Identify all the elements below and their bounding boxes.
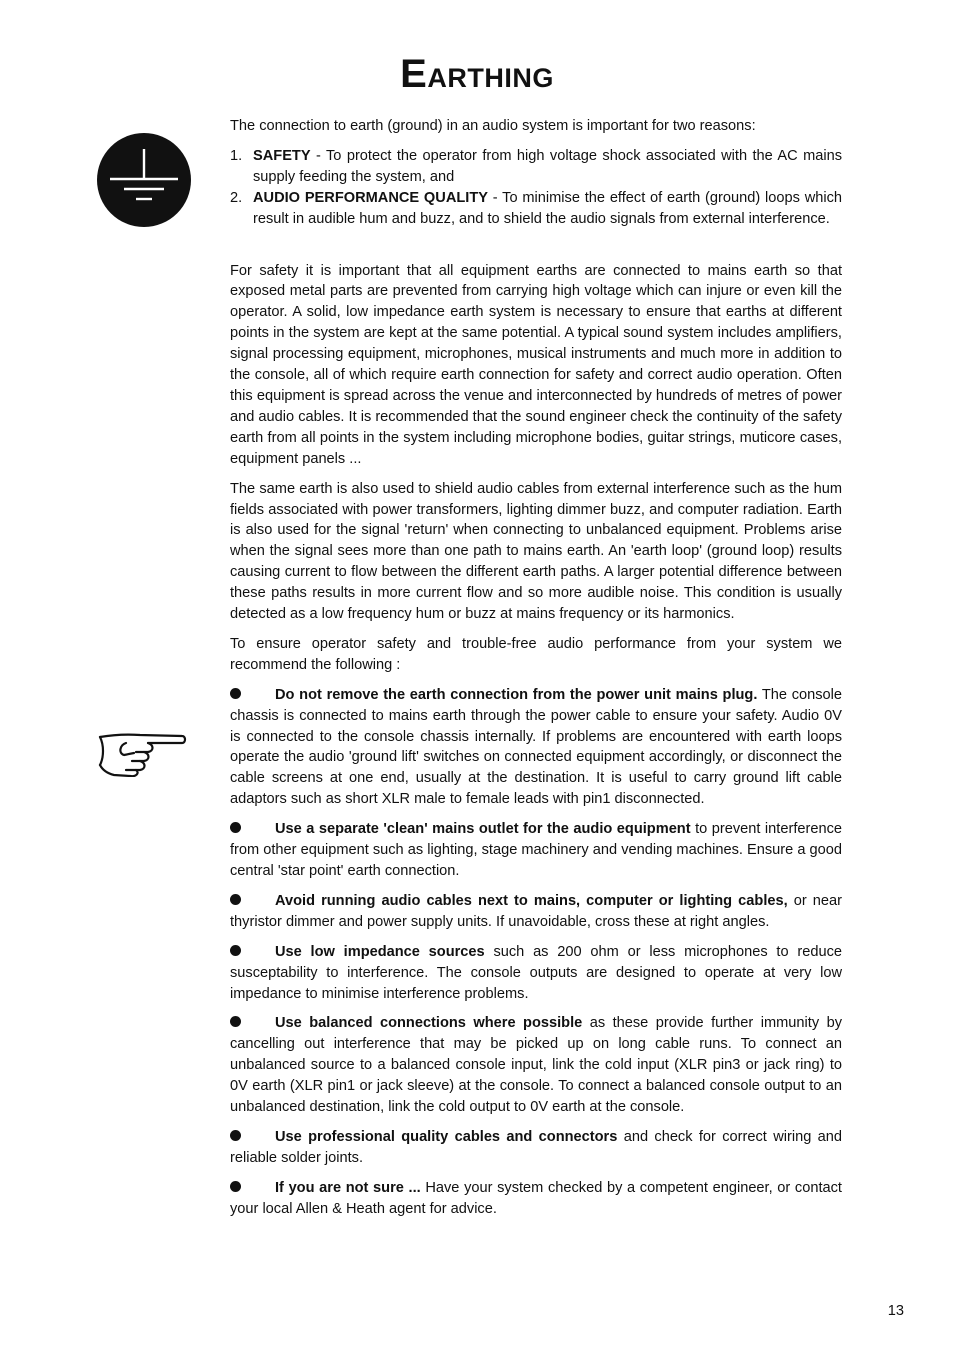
bullet-icon <box>230 822 241 833</box>
reason-number: 2. <box>230 189 243 206</box>
title-initial: E <box>400 52 428 96</box>
paragraph-shielding: The same earth is also used to shield audio cables from external interference such as the hum fields associated with power transformers, lighting dimmer buzz, and computer radiation. Earth is also used for the signal 'return' when connecting to unbalanced equipment. Problems arise when the signal sees more than one path to mains earth. An 'earth loop' (ground loop) results causing current to flow between the different earth paths. A larger potential difference between these paths results in more current flow and so more audible noise. This condition is usually detected as a low frequency hum or buzz at mains frequency or its harmonics. <box>230 480 842 623</box>
title-rest: ARTHING <box>427 63 554 93</box>
main-content <box>230 116 842 1229</box>
intro-text: The connection to earth (ground) in an audio system is important for two reasons: <box>230 118 756 134</box>
recommendation-heading: Use low impedance sources <box>275 943 485 960</box>
recommendation-text: The console chassis is connected to mains earth through the power cable to ensure your safety. Audio 0V is connected to the console chassis internally. If problems are encountered with earth loops operate the audio 'ground lift' switches on connected equipment accordingly, or disconnect the cable screens at one end, usually at the destination. It is useful to carry ground lift cable adaptors such as short XLR male to female leads with pin1 disconnected. <box>230 686 842 808</box>
reason-text: - To minimise the effect of earth (ground) loops which result in audible hum and buzz, and to shield the audio signals from external interference. <box>253 189 843 227</box>
pointing-hand-icon <box>96 731 188 777</box>
recommendation-heading: Use professional quality cables and connectors <box>275 1128 618 1145</box>
bullet-icon <box>230 1130 241 1141</box>
recommendation-text: to prevent interference from other equipment such as lighting, stage machinery and vending machines. Ensure a good central 'star point' earth connection. <box>230 821 842 879</box>
recommendation-item <box>230 942 842 1005</box>
bullet-icon <box>230 1016 241 1027</box>
reason-text: - To protect the operator from high voltage shock associated with the AC mains supply feeding the system, and <box>253 147 842 185</box>
recommendation-text: or near thyristor dimmer and power supply units. If unavoidable, cross these at right angles. <box>230 892 843 930</box>
reason-item <box>230 146 842 188</box>
reason-label: AUDIO PERFORMANCE QUALITY <box>253 189 488 206</box>
recommendation-item <box>230 1013 842 1118</box>
recommendation-heading: Use a separate 'clean' mains outlet for the audio equipment <box>275 821 691 838</box>
reason-item <box>230 188 842 230</box>
recommendation-item <box>230 891 842 933</box>
paragraph-safety: For safety it is important that all equipment earths are connected to mains earth so that exposed metal parts are prevented from carrying high voltage which can injure or even kill the operator. A solid, low impedance earth system is necessary to ensure that earths at different points in the system are kept at the same potential. A typical sound system includes amplifiers, signal processing equipment, microphones, musical instruments and much more in addition to the console, all of which require earth connection for safety and correct audio operation. Often this equipment is spread across the venue and interconnected by hundreds of metres of power and audio cables. It is recommended that the sound engineer check the continuity of the safety earth from all points in the system including microphone bodies, guitar strings, muticore cases, equipment panels ... <box>230 262 842 467</box>
bullet-icon <box>230 1181 241 1192</box>
page-number: 13 <box>887 1303 904 1319</box>
recommendation-heading: Do not remove the earth connection from the power unit mains plug. <box>275 686 758 703</box>
recommendation-item <box>230 1178 842 1220</box>
recommendation-heading: Use balanced connections where possible <box>275 1015 583 1032</box>
reason-label: SAFETY <box>253 147 311 164</box>
recommendation-heading: Avoid running audio cables next to mains, computer or lighting cables, <box>275 892 788 909</box>
recommendation-heading: If you are not sure ... <box>275 1179 421 1196</box>
recommendation-item <box>230 685 842 810</box>
bullet-icon <box>230 894 241 905</box>
page-title <box>0 52 954 97</box>
reason-number: 1. <box>230 147 243 164</box>
bullet-icon <box>230 945 241 956</box>
earth-ground-icon <box>96 133 192 227</box>
paragraph-recommend: To ensure operator safety and trouble-free audio performance from your system we recommend the following : <box>230 635 842 673</box>
recommendation-text: such as 200 ohm or less microphones to reduce susceptability to interference. The console outputs are designed to operate at very low impedance to minimise interference problems. <box>230 943 842 1002</box>
reasons-list <box>230 146 842 230</box>
recommendation-item <box>230 819 842 882</box>
recommendation-text: as these provide further immunity by cancelling out interference that may be picked up on long cable runs. To connect an unbalanced source to a balanced console input, link the cold input (XLR pin3 or jack ring) to 0V earth (XLR pin1 or jack sleeve) at the console. To connect a balanced console output to an unbalanced destination, link the cold output to 0V earth at the console. <box>230 1015 843 1116</box>
bullet-icon <box>230 688 241 699</box>
recommendation-text: Have your system checked by a competent engineer, or contact your local Allen & Heath agent for advice. <box>230 1179 842 1217</box>
recommendation-item <box>230 1127 842 1169</box>
recommendation-text: and check for correct wiring and reliable solder joints. <box>230 1128 843 1166</box>
